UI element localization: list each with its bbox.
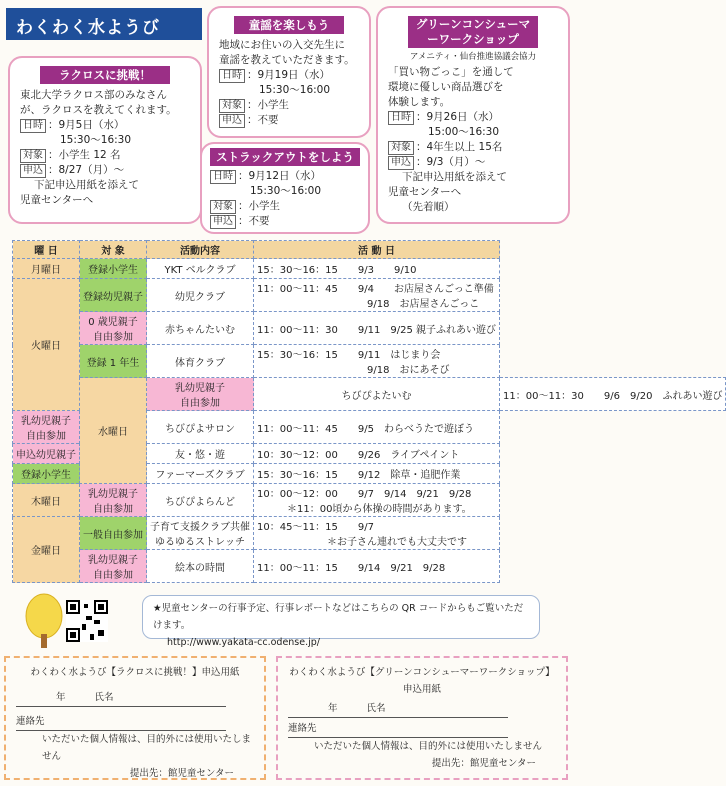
workshop-desc: 「買い物ごっこ」を通して [388, 66, 514, 78]
notice-url[interactable]: http://www.yakata-cc.odense.jp/ [167, 637, 320, 648]
activity-cell: 子育て支援クラブ共催 ゆるゆるストレッチ [147, 517, 254, 550]
date-label: 日時 [210, 170, 236, 184]
date-value: ：9月26日（水） [416, 111, 500, 123]
activity-cell: ちびぴよサロン [147, 411, 254, 444]
col-header-target: 対 象 [80, 241, 147, 259]
table-row [13, 279, 726, 312]
qr-code-icon [66, 600, 108, 642]
target-cell: 登録小学生 [80, 259, 147, 279]
workshop-application-form [276, 656, 568, 780]
strikeout-heading: ストラックアウトをしよう [210, 148, 360, 166]
activity-cell: 幼児クラブ [147, 279, 254, 312]
form-subtitle: 申込用紙 [402, 684, 441, 695]
dates-cell: 11：00～11：30 9/6 9/20 ふれあい遊び [500, 378, 726, 411]
tree-illustration [20, 590, 68, 650]
dates-cell: 11：00～11：15 9/14 9/21 9/28 [254, 550, 500, 583]
workshop-sub: アメニティ・仙台推進協議会協力 [409, 52, 537, 62]
target-label: 対象 [20, 149, 46, 163]
col-header-activity: 活動内容 [147, 241, 254, 259]
date-value: ：9月19日（水） [247, 69, 331, 81]
dates-cell: 10：45～11：15 9/7 ＊お子さん連れでも大丈夫です [254, 517, 500, 550]
target-label: 対象 [219, 99, 245, 113]
contact-label: 連絡先 [288, 720, 508, 738]
target-value: ：小学生 [247, 99, 289, 111]
workshop-desc: 体験します。 [388, 96, 451, 108]
target-cell: 乳幼児親子 自由参加 [80, 484, 147, 517]
grade-label: 年 [328, 703, 338, 714]
apply-value: ：不要 [247, 114, 279, 126]
notice-text: ★児童センターの行事予定、行事レポートなどはこちらの QR コードからもご覧いただけます。 [153, 603, 524, 631]
date-label: 日時 [20, 119, 46, 133]
grade-label: 年 [56, 692, 66, 703]
dates-cell: 11：00～11：45 9/5 わらべうたで遊ぼう [254, 411, 500, 444]
workshop-event-box [376, 6, 570, 224]
day-cell: 金曜日 [13, 517, 80, 583]
lacrosse-desc: が、ラクロスを教えてくれます。 [20, 104, 177, 116]
target-cell: 乳幼児親子 自由参加 [147, 378, 254, 411]
target-label: 対象 [388, 141, 414, 155]
date-value: ：9月12日（水） [238, 170, 322, 182]
date-label: 日時 [219, 69, 245, 83]
activity-cell: ちびぴよらんど [147, 484, 254, 517]
target-cell: 0 歳児親子 自由参加 [80, 312, 147, 345]
form-title: わくわく水ようび【グリーンコンシューマーワークショップ】 [289, 667, 555, 678]
note: 下記申込用紙を添えて [402, 171, 507, 183]
notice-box [142, 595, 540, 648]
target-cell: 一般自由参加 [80, 517, 147, 550]
target-cell: 登録幼児親子 [80, 279, 147, 312]
date-label: 日時 [388, 111, 414, 125]
lacrosse-desc: 東北大学ラクロス部のみなさん [20, 89, 167, 101]
apply-label: 申込 [388, 156, 414, 170]
page-title: わくわく水ようび [6, 8, 202, 40]
apply-value: ：8/27（月）～ [48, 164, 125, 176]
target-value: ：小学生 [238, 200, 280, 212]
target-value: ：4年生以上 15名 [416, 141, 503, 153]
activity-cell: ファーマーズクラブ [147, 464, 254, 484]
table-row [13, 345, 726, 378]
dates-cell: 11：00～11：45 9/4 お店屋さんごっこ準備 9/18 お店屋さんごっこ [254, 279, 500, 312]
col-header-day: 曜 日 [13, 241, 80, 259]
dates-cell: 10：30～12：00 9/26 ライブペイント [254, 444, 500, 464]
note: 児童センターへ [388, 186, 462, 198]
contact-label: 連絡先 [16, 713, 226, 731]
table-row [13, 517, 726, 550]
name-label: 氏名 [94, 692, 114, 703]
note: （先着順） [402, 201, 455, 213]
dates-cell: 15：30～16：15 9/3 9/10 [254, 259, 500, 279]
activity-cell: 体育クラブ [147, 345, 254, 378]
col-header-dates: 活 動 日 [254, 241, 500, 259]
table-row [13, 312, 726, 345]
lacrosse-heading: ラクロスに挑戦！ [40, 66, 170, 84]
submit-to: 提出先：館児童センター [129, 768, 234, 779]
day-cell: 木曜日 [13, 484, 80, 517]
target-cell: 登録 1 年生 [80, 345, 147, 378]
name-label: 氏名 [366, 703, 386, 714]
submit-to: 提出先：館児童センター [431, 758, 536, 769]
note: 児童センターへ [20, 194, 94, 206]
table-row [13, 550, 726, 583]
time-value: 15:30～16:00 [259, 84, 331, 96]
storytelling-event-box [207, 6, 371, 138]
schedule-table [12, 240, 726, 583]
target-cell: 乳幼児親子 自由参加 [80, 550, 147, 583]
target-cell: 乳幼児親子 自由参加 [13, 411, 80, 444]
strikeout-event-box [200, 142, 370, 234]
time-value: 15:30～16:30 [60, 134, 132, 146]
dates-cell: 10：00～12：00 9/7 9/14 9/21 9/28 ＊11：00頃から体操の時間があります。 [254, 484, 500, 517]
activity-cell: 絵本の時間 [147, 550, 254, 583]
workshop-heading: グリーンコンシューマーワークショップ [408, 16, 538, 48]
activity-cell: 友・悠・遊 [147, 444, 254, 464]
lacrosse-event-box [8, 56, 202, 224]
target-cell: 登録小学生 [13, 464, 80, 484]
dates-cell: 15：30～16：15 9/12 除草・追肥作業 [254, 464, 500, 484]
storytelling-desc: 童謡を教えていただきます。 [219, 54, 355, 66]
storytelling-desc: 地域にお住いの入交先生に [219, 39, 345, 51]
activity-cell: ちびぴよたいむ [254, 378, 500, 411]
table-row [13, 378, 726, 411]
apply-value: ：9/3（月）～ [416, 156, 486, 168]
apply-label: 申込 [219, 114, 245, 128]
target-cell: 申込幼児親子 [13, 444, 80, 464]
storytelling-heading: 童謡を楽しもう [234, 16, 344, 34]
target-value: ：小学生 12 名 [48, 149, 121, 161]
apply-label: 申込 [20, 164, 46, 178]
apply-value: ：不要 [238, 215, 270, 227]
table-row [13, 259, 726, 279]
day-cell: 水曜日 [80, 378, 147, 484]
apply-label: 申込 [210, 215, 236, 229]
activity-cell: 赤ちゃんたいむ [147, 312, 254, 345]
note: 下記申込用紙を添えて [34, 179, 139, 191]
workshop-desc: 環境に優しい商品選びを [388, 81, 504, 93]
lacrosse-application-form [4, 656, 266, 780]
day-cell: 火曜日 [13, 279, 80, 411]
date-value: ：9月5日（水） [48, 119, 125, 131]
day-cell: 月曜日 [13, 259, 80, 279]
time-value: 15:30～16:00 [250, 185, 322, 197]
activity-cell: YKT ベルクラブ [147, 259, 254, 279]
privacy-note: いただいた個人情報は、目的外には使用いたしません [314, 741, 543, 752]
form-title: わくわく水ようび【ラクロスに挑戦！】申込用紙 [30, 667, 240, 678]
dates-cell: 11：00～11：30 9/11 9/25 親子ふれあい遊び [254, 312, 500, 345]
dates-cell: 15：30～16：15 9/11 はじまり会 9/18 おにあそび [254, 345, 500, 378]
target-label: 対象 [210, 200, 236, 214]
privacy-note: いただいた個人情報は、目的外には使用いたしません [42, 734, 252, 762]
table-row [13, 484, 726, 517]
time-value: 15:00～16:30 [428, 126, 500, 138]
